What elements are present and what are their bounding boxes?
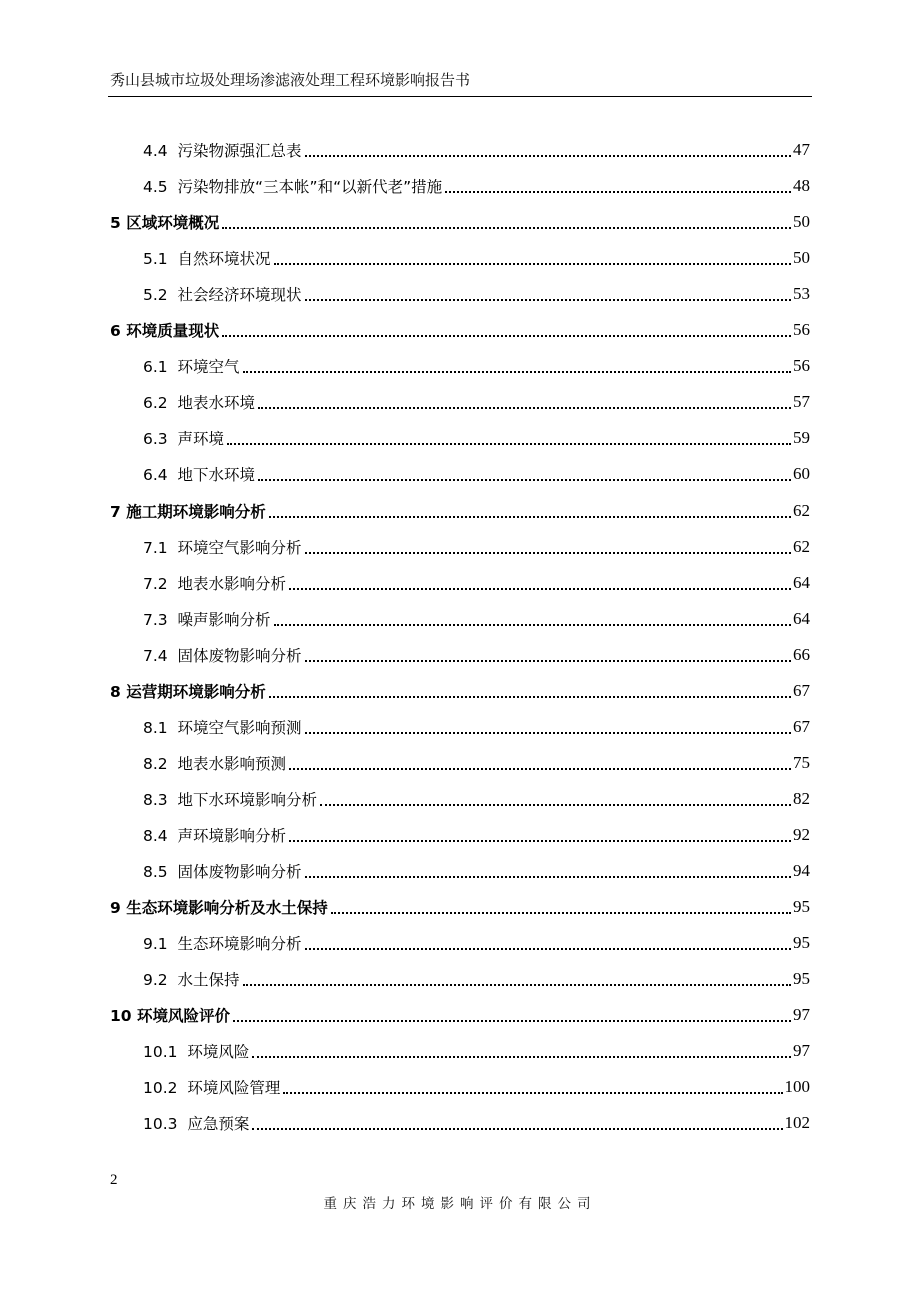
toc-entry-title: 自然环境状况	[177, 250, 271, 269]
toc-entry-title: 地表水影响分析	[177, 574, 287, 593]
toc-dot-leader	[305, 299, 791, 301]
toc-entry-number: 5	[110, 214, 121, 233]
toc-dot-leader	[305, 732, 791, 734]
toc-entry-heading	[143, 752, 287, 774]
toc-entry-heading	[143, 427, 225, 449]
toc-dot-leader	[269, 516, 791, 518]
toc-dot-leader	[222, 335, 791, 337]
toc-entry-page: 95	[793, 897, 810, 917]
toc-entry-heading	[143, 860, 303, 882]
toc-entry-heading	[143, 644, 303, 666]
toc-entry-number: 8.3	[143, 790, 168, 809]
toc-entry-page: 62	[793, 536, 810, 556]
toc-entry-page: 67	[793, 716, 810, 736]
toc-chapter-entry	[110, 493, 810, 529]
toc-entry-title: 区域环境概况	[126, 214, 220, 233]
toc-entry-heading	[143, 824, 287, 846]
toc-dot-leader	[305, 660, 791, 662]
toc-dot-leader	[252, 1128, 782, 1130]
toc-entry-heading	[110, 211, 220, 233]
toc-dot-leader	[274, 263, 791, 265]
toc-entry-number: 6.3	[143, 430, 168, 449]
toc-entry-title: 声环境影响分析	[177, 826, 287, 845]
toc-entry-page: 75	[793, 752, 810, 772]
toc-entry-heading	[143, 716, 303, 738]
toc-entry-number: 6	[110, 322, 121, 341]
toc-section-entry	[143, 456, 810, 492]
toc-entry-number: 6.2	[143, 394, 168, 413]
toc-entry-heading	[143, 1040, 250, 1062]
toc-section-entry	[143, 1105, 810, 1141]
toc-chapter-entry	[110, 673, 810, 709]
toc-entry-title: 固体废物影响分析	[177, 646, 302, 665]
toc-entry-heading	[143, 247, 272, 269]
toc-section-entry	[143, 276, 810, 312]
toc-entry-page: 64	[793, 608, 810, 628]
toc-entry-number: 7.3	[143, 610, 168, 629]
toc-entry-title: 地表水环境	[177, 394, 256, 413]
toc-entry-number: 6.1	[143, 358, 168, 377]
toc-entry-page: 47	[793, 140, 810, 159]
toc-entry-title: 环境风险	[187, 1043, 250, 1062]
toc-entry-heading	[143, 463, 256, 485]
toc-entry-title: 环境风险管理	[187, 1079, 281, 1098]
toc-dot-leader	[445, 191, 791, 193]
toc-entry-title: 生态环境影响分析及水土保持	[126, 899, 328, 918]
toc-entry-number: 7.2	[143, 574, 168, 593]
toc-entry-number: 8.1	[143, 718, 168, 737]
toc-entry-page: 53	[793, 284, 810, 304]
toc-dot-leader	[269, 696, 791, 698]
toc-entry-title: 声环境	[177, 430, 225, 449]
toc-section-entry	[143, 961, 810, 997]
toc-section-entry	[143, 853, 810, 889]
toc-entry-title: 环境空气影响分析	[177, 538, 302, 557]
toc-entry-number: 7	[110, 502, 121, 521]
toc-section-entry	[143, 925, 810, 961]
toc-dot-leader	[305, 948, 791, 950]
toc-entry-title: 运营期环境影响分析	[126, 682, 266, 701]
toc-chapter-entry	[110, 997, 810, 1033]
toc-entry-title: 固体废物影响分析	[177, 863, 302, 881]
toc-entry-page: 48	[793, 176, 810, 196]
toc-section-entry	[143, 709, 810, 745]
toc-entry-page: 67	[793, 680, 810, 700]
toc-entry-number: 10.1	[143, 1043, 178, 1062]
toc-dot-leader	[243, 371, 791, 373]
toc-dot-leader	[222, 227, 791, 229]
toc-chapter-entry	[110, 889, 810, 925]
toc-dot-leader	[243, 984, 791, 986]
toc-section-entry	[143, 240, 810, 276]
toc-entry-heading	[143, 536, 303, 558]
toc-entry-heading	[143, 139, 303, 161]
toc-dot-leader	[305, 876, 791, 878]
toc-entry-number: 5.2	[143, 286, 168, 305]
toc-entry-number: 10.3	[143, 1115, 178, 1134]
toc-dot-leader	[233, 1020, 791, 1022]
toc-entry-heading	[143, 1076, 281, 1098]
toc-entry-title: 环境风险评价	[136, 1007, 230, 1026]
toc-entry-heading	[110, 1004, 231, 1026]
toc-entry-page: 92	[793, 824, 810, 844]
toc-dot-leader	[331, 912, 791, 914]
toc-entry-number: 9.1	[143, 935, 168, 954]
toc-entry-number: 6.4	[143, 466, 168, 485]
footer-company-name: 重庆浩力环境影响评价有限公司	[323, 1196, 597, 1212]
toc-section-entry	[143, 1033, 810, 1069]
toc-entry-number: 10.2	[143, 1079, 178, 1098]
toc-entry-title: 地表水影响预测	[177, 754, 287, 773]
toc-dot-leader	[305, 552, 791, 554]
toc-entry-page: 95	[793, 969, 810, 989]
toc-entry-title: 环境空气影响预测	[177, 718, 302, 737]
toc-entry-heading	[143, 355, 241, 377]
toc-entry-page: 100	[784, 1077, 810, 1097]
header-rule	[108, 96, 812, 97]
toc-entry-heading	[110, 500, 267, 522]
toc-entry-number: 10	[110, 1007, 132, 1026]
toc-section-entry	[143, 745, 810, 781]
toc-entry-title: 水土保持	[177, 971, 240, 990]
toc-section-entry	[143, 132, 810, 168]
toc-entry-page: 64	[793, 572, 810, 592]
toc-entry-page: 50	[793, 212, 810, 232]
toc-entry-heading	[143, 1112, 250, 1134]
toc-entry-heading	[110, 680, 267, 702]
toc-section-entry	[143, 565, 810, 601]
toc-entry-heading	[143, 283, 303, 305]
toc-section-entry	[143, 420, 810, 456]
toc-entry-number: 5.1	[143, 250, 168, 269]
toc-entry-heading	[110, 896, 329, 918]
toc-entry-page: 62	[793, 500, 810, 520]
toc-entry-title: 环境空气	[177, 358, 240, 377]
toc-entry-title: 污染物排放“三本帐”和“以新代老”措施	[177, 178, 443, 197]
toc-dot-leader	[289, 840, 791, 842]
toc-entry-number: 4.4	[143, 142, 168, 160]
toc-entry-page: 95	[793, 933, 810, 953]
toc-entry-heading	[143, 175, 443, 197]
toc-dot-leader	[258, 407, 791, 409]
toc-entry-heading	[143, 608, 272, 630]
toc-entry-title: 环境质量现状	[126, 322, 220, 341]
toc-section-entry	[143, 817, 810, 853]
toc-section-entry	[143, 348, 810, 384]
toc-entry-page: 66	[793, 644, 810, 664]
toc-entry-page: 56	[793, 320, 810, 340]
toc-dot-leader	[258, 479, 791, 481]
toc-entry-page: 50	[793, 248, 810, 268]
toc-entry-number: 4.5	[143, 178, 168, 197]
toc-entry-page: 97	[793, 1041, 810, 1061]
toc-entry-title: 地下水环境	[177, 466, 256, 485]
page-number: 2	[110, 1172, 118, 1188]
toc-entry-heading	[110, 319, 220, 341]
toc-entry-number: 8.2	[143, 754, 168, 773]
toc-entry-heading	[143, 391, 256, 413]
toc-dot-leader	[283, 1092, 782, 1094]
toc-entry-number: 8	[110, 682, 121, 701]
toc-entry-number: 9	[110, 899, 121, 918]
toc-entry-page: 57	[793, 392, 810, 412]
toc-entry-page: 102	[784, 1113, 810, 1133]
toc-entry-title: 施工期环境影响分析	[126, 502, 266, 521]
toc-entry-number: 8.4	[143, 826, 168, 845]
toc-section-entry	[143, 781, 810, 817]
toc-entry-number: 7.4	[143, 646, 168, 665]
toc-entry-heading	[143, 572, 287, 594]
toc-dot-leader	[274, 624, 791, 626]
toc-section-entry	[143, 1069, 810, 1105]
toc-chapter-entry	[110, 312, 810, 348]
toc-section-entry	[143, 637, 810, 673]
toc-dot-leader	[320, 804, 791, 806]
toc-entry-page: 59	[793, 428, 810, 448]
toc-entry-title: 污染物源强汇总表	[177, 142, 302, 160]
toc-entry-page: 56	[793, 356, 810, 376]
toc-dot-leader	[252, 1056, 791, 1058]
toc-dot-leader	[305, 155, 791, 157]
toc-entry-title: 应急预案	[187, 1115, 250, 1134]
toc-section-entry	[143, 384, 810, 420]
toc-entry-page: 60	[793, 464, 810, 484]
toc-entry-number: 8.5	[143, 863, 168, 881]
toc-entry-title: 社会经济环境现状	[177, 286, 302, 305]
toc-section-entry	[143, 168, 810, 204]
toc-entry-title: 生态环境影响分析	[177, 935, 302, 954]
toc-entry-heading	[143, 968, 241, 990]
toc-entry-title: 地下水环境影响分析	[177, 790, 318, 809]
running-header-title: 秀山县城市垃圾处理场渗滤液处理工程环境影响报告书	[110, 71, 471, 89]
toc-entry-heading	[143, 932, 303, 954]
toc-entry-page: 94	[793, 861, 810, 880]
toc-entry-page: 82	[793, 788, 810, 808]
toc-entry-title: 噪声影响分析	[177, 610, 271, 629]
toc-dot-leader	[289, 588, 791, 590]
toc-chapter-entry	[110, 204, 810, 240]
toc-dot-leader	[289, 768, 791, 770]
toc-entry-heading	[143, 788, 318, 810]
toc-entry-number: 7.1	[143, 538, 168, 557]
toc-section-entry	[143, 529, 810, 565]
toc-dot-leader	[227, 443, 791, 445]
toc-section-entry	[143, 601, 810, 637]
toc-entry-number: 9.2	[143, 971, 168, 990]
toc-entry-page: 97	[793, 1005, 810, 1025]
